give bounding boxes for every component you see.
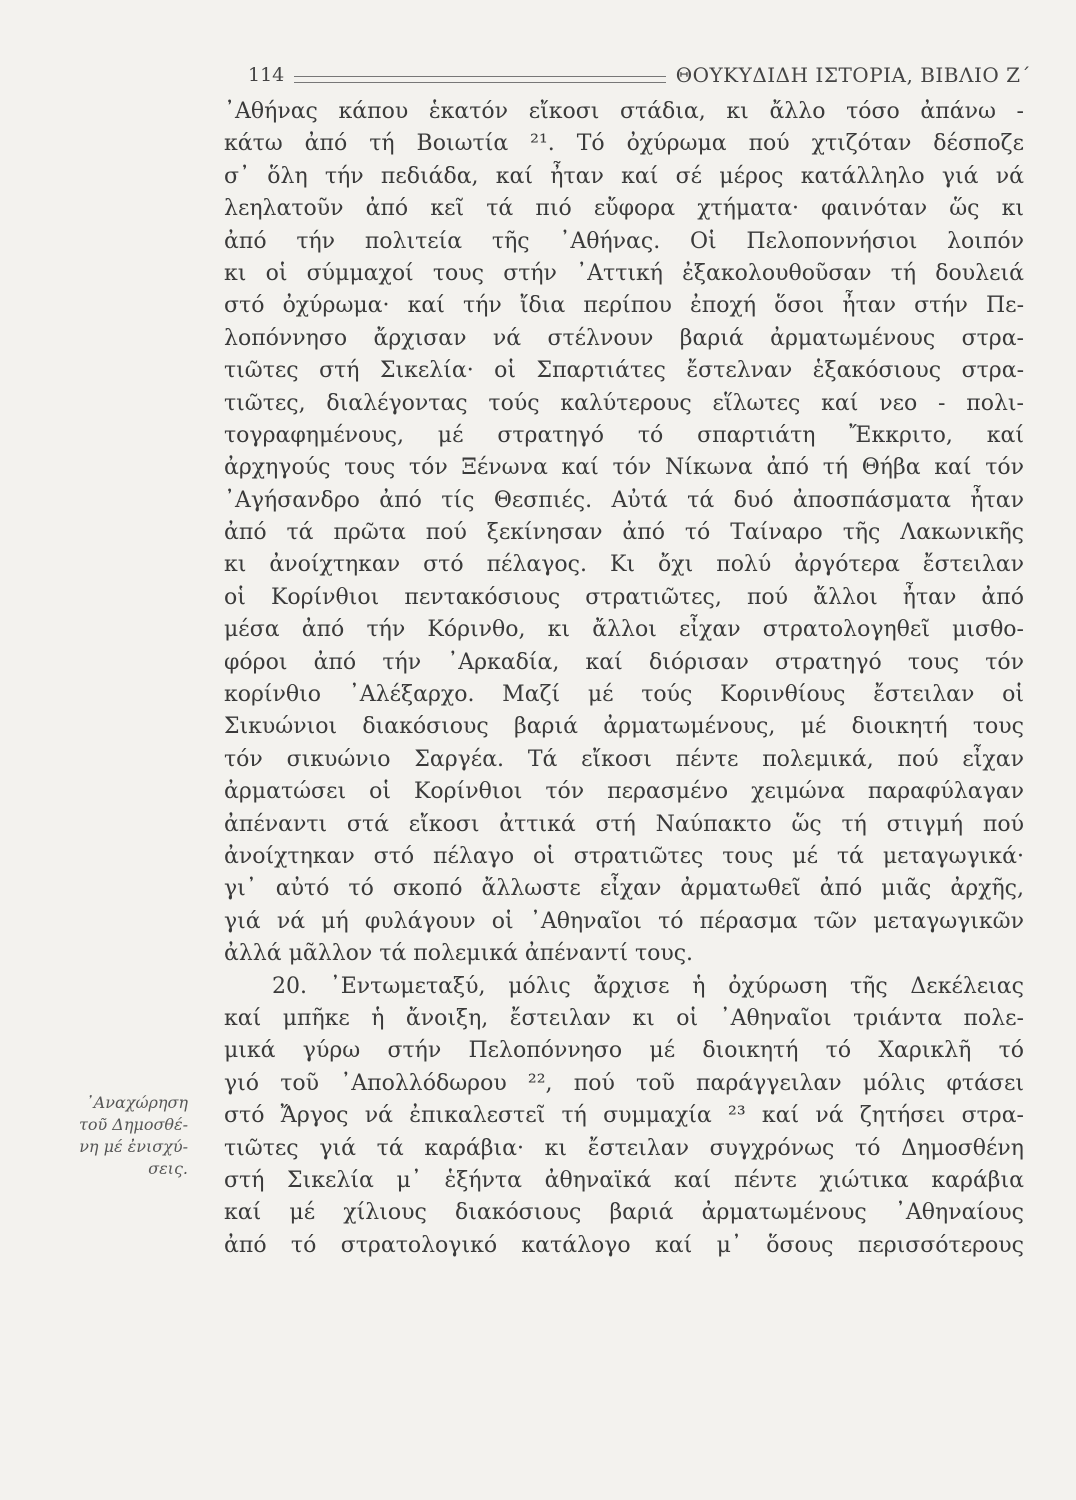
paragraph-start-line: 20. ᾿Εντωμεταξύ, μόλις ἄρχισε ἡ ὀχύρωση τῆς Δεκέλειας (272, 973, 1024, 999)
text-line: Σικυώνιοι διακόσιους βαριά ἀρματωμένους, μέ διοικητή τους (224, 714, 1024, 740)
text-line: κι οἱ σύμμαχοί τους στήν ᾿Αττική ἐξακολουθοῦσαν τή δουλειά (224, 260, 1024, 286)
running-header (248, 58, 1031, 92)
text-line: κι ἀνοίχτηκαν στό πέλαγος. Κι ὄχι πολύ ἀργότερα ἔστειλαν (224, 552, 1024, 578)
text-line: στό ὀχύρωμα· καί τήν ἴδια περίπου ἐποχή ὅσοι ἦταν στήν Πε- (224, 293, 1024, 319)
page-number: 114 (248, 64, 285, 86)
text-line: ἀπό τά πρῶτα πού ξεκίνησαν ἀπό τό Ταίναρο τῆς Λακωνικῆς (224, 520, 1024, 546)
margin-note-line: ᾿Αναχώρηση (85, 1093, 188, 1112)
text-line: ἀρχηγούς τους τόν Ξένωνα καί τόν Νίκωνα ἀπό τή Θήβα καί τόν (224, 455, 1024, 481)
text-line: τιῶτες γιά τά καράβια· κι ἔστειλαν συγχρόνως τό Δημοσθένη (224, 1135, 1024, 1161)
text-line: κορίνθιο ᾿Αλέξαρχο. Μαζί μέ τούς Κορινθίους ἔστειλαν οἱ (224, 682, 1024, 708)
text-line: γιά νά μή φυλάγουν οἱ ᾿Αθηναῖοι τό πέρασμα τῶν μεταγωγικῶν (224, 908, 1024, 934)
text-line: σ᾿ ὅλη τήν πεδιάδα, καί ἦταν καί σέ μέρος κατάλληλο γιά νά (224, 163, 1024, 189)
text-line: τιῶτες, διαλέγοντας τούς καλύτερους εἵλωτες καί νεο - πολι- (224, 390, 1024, 416)
text-line: ᾿Αγήσανδρο ἀπό τίς Θεσπιές. Αὐτά τά δυό ἀποσπάσματα ἦταν (224, 487, 1024, 513)
text-line: ἀπέναντι στά εἴκοσι ἀττικά στή Ναύπακτο ὥς τή στιγμή πού (224, 811, 1024, 837)
margin-note-line: τοῦ Δημοσθέ- (78, 1115, 188, 1134)
text-line: μέσα ἀπό τήν Κόρινθο, κι ἄλλοι εἶχαν στρατολογηθεῖ μισθο- (224, 617, 1024, 643)
text-line: ἀπό τό στρατολογικό κατάλογο καί μ᾿ ὅσους περισσότερους (224, 1232, 1024, 1258)
text-line: λεηλατοῦν ἀπό κεῖ τά πιό εὔφορα χτήματα· φαινόταν ὥς κι (224, 196, 1024, 222)
running-title: ΘΟΥΚΥΔΙΔΗ ΙΣΤΟΡΙΑ, ΒΙΒΛΙΟ Ζ΄ (675, 63, 1031, 87)
text-line: ἀλλά μᾶλλον τά πολεμικά ἀπέναντί τους. (224, 941, 694, 967)
text-line: λοπόννησο ἄρχισαν νά στέλνουν βαριά ἀρματωμένους στρα- (224, 325, 1024, 351)
text-line: γι᾿ αὐτό τό σκοπό ἄλλωστε εἶχαν ἀρματωθεῖ ἀπό μιᾶς ἀρχῆς, (224, 876, 1024, 902)
margin-note (8, 1092, 188, 1180)
text-line: στό Ἄργος νά ἐπικαλεστεῖ τή συμμαχία ²³ καί νά ζητήσει στρα- (224, 1103, 1024, 1129)
header-rule (294, 76, 665, 83)
text-line: στή Σικελία μ᾿ ἑξήντα ἀθηναϊκά καί πέντε χιώτικα καράβια (224, 1167, 1024, 1193)
text-line: τιῶτες στή Σικελία· οἱ Σπαρτιάτες ἔστελναν ἑξακόσιους στρα- (224, 358, 1024, 384)
text-line: οἱ Κορίνθιοι πεντακόσιους στρατιῶτες, πού ἄλλοι ἦταν ἀπό (224, 584, 1024, 610)
body-text (224, 96, 1024, 1262)
text-line: τογραφημένους, μέ στρατηγό τό σπαρτιάτη Ἔκκριτο, καί (224, 422, 1024, 448)
margin-note-line: νη μέ ἐνισχύ- (79, 1137, 188, 1156)
text-line: καί μπῆκε ἡ ἄνοιξη, ἔστειλαν κι οἱ ᾿Αθηναῖοι τριάντα πολε- (224, 1005, 1024, 1031)
text-line: καί μέ χίλιους διακόσιους βαριά ἀρματωμένους ᾿Αθηναίους (224, 1200, 1024, 1226)
text-line: φόροι ἀπό τήν ᾿Αρκαδία, καί διόρισαν στρατηγό τους τόν (224, 649, 1024, 675)
text-line: τόν σικυώνιο Σαργέα. Τά εἴκοσι πέντε πολεμικά, πού εἶχαν (224, 746, 1024, 772)
text-line: μικά γύρω στήν Πελοπόννησο μέ διοικητή τό Χαρικλῆ τό (224, 1038, 1024, 1064)
text-line: ἀνοίχτηκαν στό πέλαγο οἱ στρατιῶτες τους μέ τά μεταγωγικά· (224, 843, 1024, 869)
margin-note-line: σεις. (148, 1159, 188, 1178)
text-line: γιό τοῦ ᾿Απολλόδωρου ²², πού τοῦ παράγγειλαν μόλις φτάσει (224, 1070, 1024, 1096)
text-line: ἀπό τήν πολιτεία τῆς ᾿Αθήνας. Οἱ Πελοποννήσιοι λοιπόν (224, 228, 1024, 254)
text-line: ἀρματώσει οἱ Κορίνθιοι τόν περασμένο χειμώνα παραφύλαγαν (224, 779, 1024, 805)
text-line: κάτω ἀπό τή Βοιωτία ²¹. Τό ὀχύρωμα πού χτιζόταν δέσποζε (224, 131, 1024, 157)
text-line: ᾿Αθήνας κάπου ἑκατόν εἴκοσι στάδια, κι ἄλλο τόσο ἀπάνω - (224, 99, 1024, 124)
